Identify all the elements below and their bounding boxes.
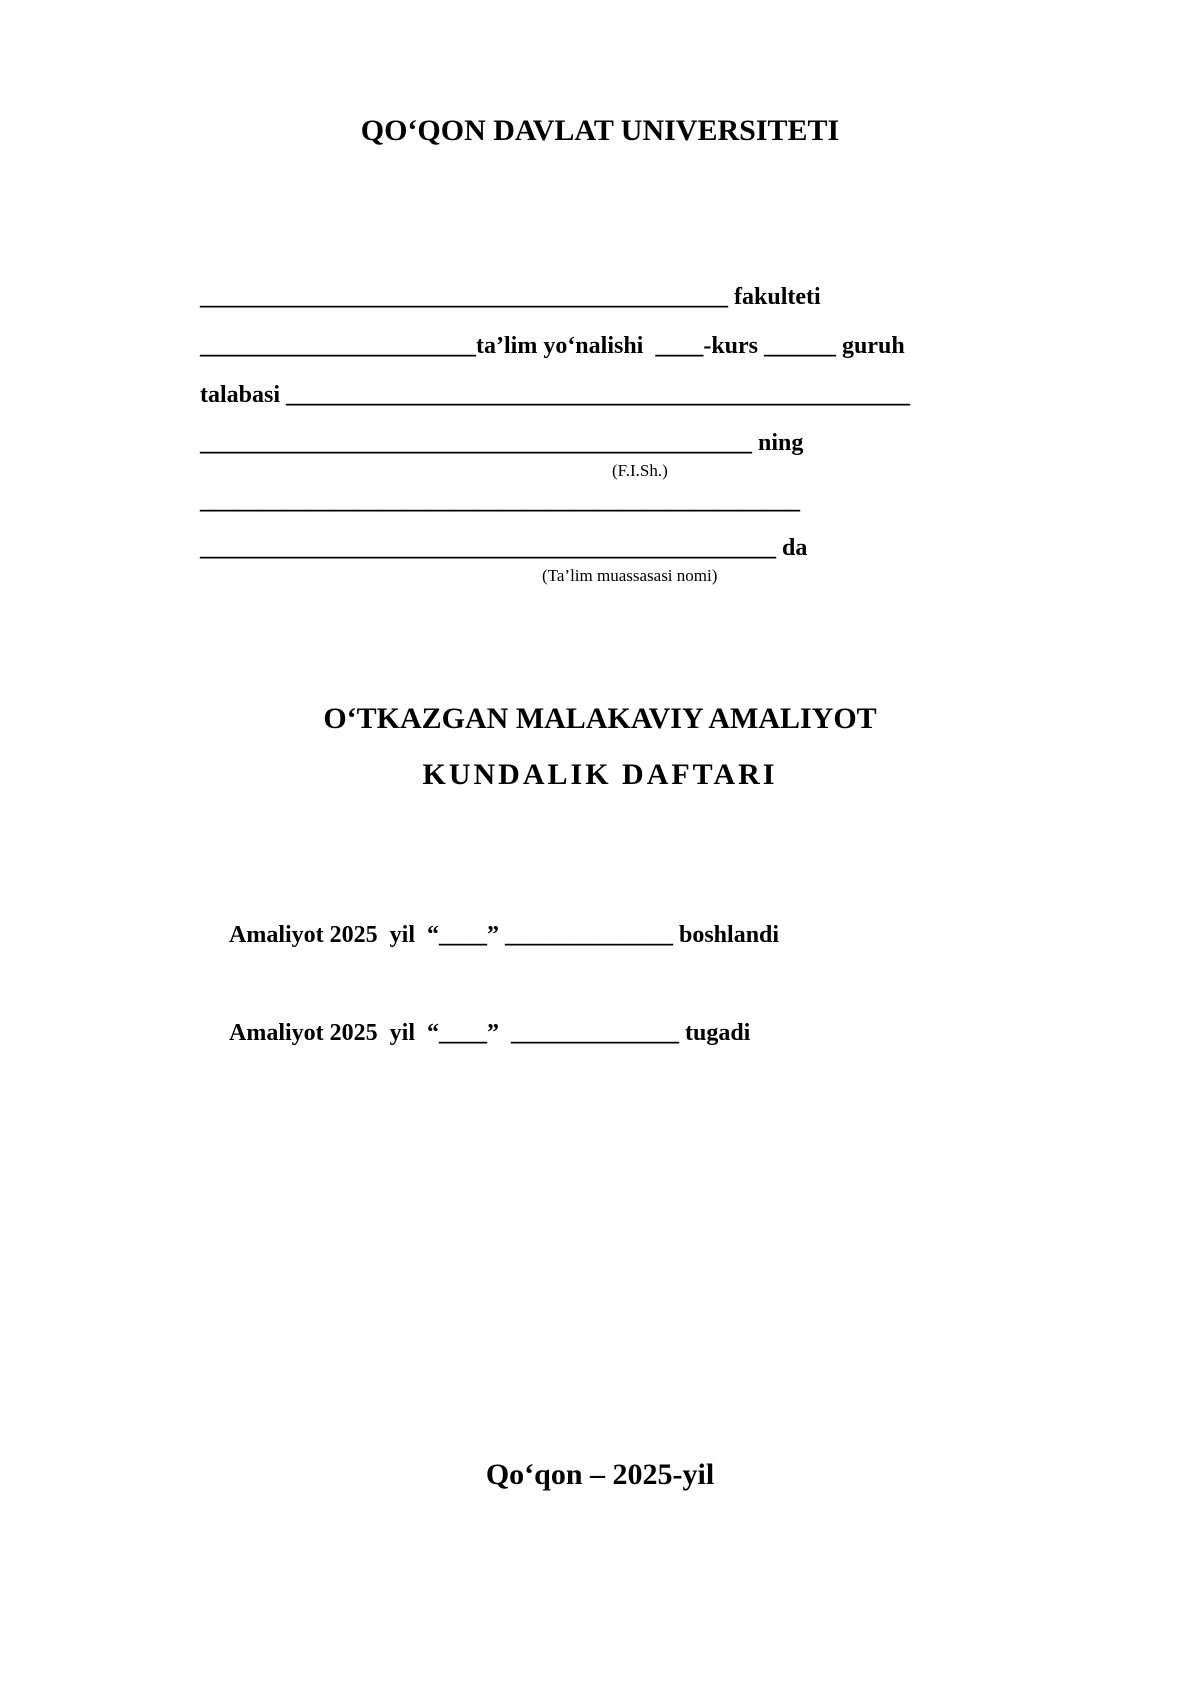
practice-start-line: Amaliyot 2025 yil “____” ______________ boshlandi	[229, 922, 780, 948]
document-title-line-1: O‘TKAZGAN MALAKAVIY AMALIYOT	[323, 702, 877, 735]
university-title: QO‘QON DAVLAT UNIVERSITETI	[360, 114, 840, 147]
institution-line-1: __________________________________________________	[200, 488, 800, 514]
name-caption: (F.I.Sh.)	[612, 461, 668, 480]
direction-course-group-line: _______________________ta’lim yo‘nalishi ____-kurs ______ guruh	[200, 333, 905, 359]
institution-caption: (Ta’lim muassasasi nomi)	[542, 566, 718, 585]
city-year: Qo‘qon – 2025-yil	[485, 1458, 715, 1491]
institution-line-2: ________________________________________________ da	[200, 535, 808, 561]
faculty-line: ____________________________________________ fakulteti	[200, 284, 821, 310]
student-name-line: ______________________________________________ ning	[200, 430, 804, 456]
document-title-line-2: KUNDALIK DAFTARI	[422, 758, 778, 791]
student-line: talabasi ____________________________________________________	[200, 382, 911, 408]
practice-end-line: Amaliyot 2025 yil “____” ______________ tugadi	[229, 1020, 751, 1046]
